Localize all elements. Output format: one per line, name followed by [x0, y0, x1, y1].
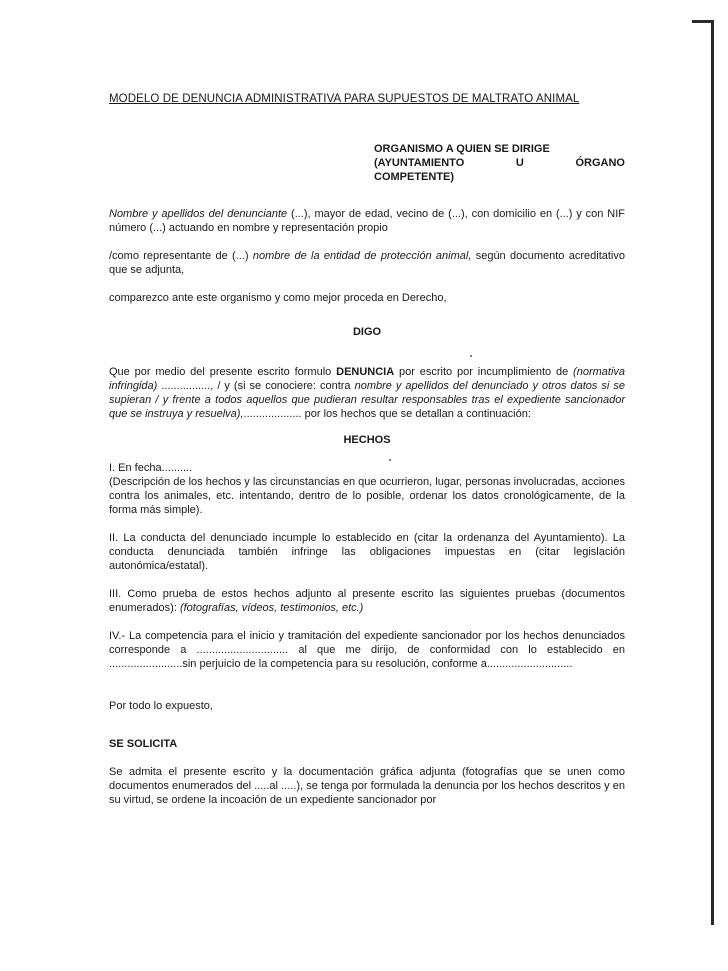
denuncia-keyword: DENUNCIA	[336, 366, 395, 378]
scan-border-corner	[692, 20, 714, 23]
solicita-paragraph: Se admita el presente escrito y la documentación gráfica adjunta (fotografías que se unen como documentos enumerados del .....al .....), se tenga por formulada la denuncia por los hechos descritos y en su virtud, se ordene la incoación de un expediente sancionador por	[109, 766, 625, 806]
hecho-4-paragraph: IV.- La competencia para el inicio y tramitación del expediente sancionador por los hechos denunciados corresponde a .............................. al que me dirijo, de conformidad con lo establecido en ........................sin perjuicio de la competencia para su resolución, conforme a............................	[109, 630, 625, 670]
digo-heading: DIGO	[352, 326, 382, 338]
representative-post: según documento acreditativo que se adjunta,	[109, 250, 625, 276]
denuncia-text-3: ................, / y (si se conociere: contra	[157, 380, 355, 392]
document-body	[109, 92, 625, 807]
denuncia-text-1: Que por medio del presente escrito formulo	[109, 366, 337, 378]
intro-name: Nombre y apellidos del denunciante	[109, 208, 288, 220]
hecho-3-text: III. Como prueba de estos hechos adjunto al presente escrito las siguientes pruebas (documentos enumerados):	[109, 588, 625, 614]
representative-paragraph	[109, 249, 625, 277]
denuncia-paragraph	[109, 365, 625, 421]
hecho-2-paragraph: II. La conducta del denunciado incumple lo establecido en (citar la ordenanza del Ayuntamiento). La conducta denunciada también infringe las obligaciones impuestas en (citar legislación autonómica/estatal).	[109, 532, 625, 572]
hecho-1-description: (Descripción de los hechos y las circunstancias en que ocurrieron, lugar, personas involucradas, acciones contra los animales, etc. intentando, dentro de lo posible, ordenar los datos cronológicamente, de la forma más simple).	[109, 476, 625, 516]
recipient-line-2: (AYUNTAMIENTO U ÓRGANO	[374, 157, 625, 169]
denuncia-text-4: ................... por los hechos que se detallan a continuación:	[243, 408, 531, 420]
hecho-1-line: I. En fecha..........	[109, 462, 193, 474]
hecho-3-evidence: (fotografías, vídeos, testimonios, etc.)	[179, 602, 364, 614]
expuesto-line: Por todo lo expuesto,	[109, 700, 213, 712]
intro-paragraph	[109, 207, 625, 235]
representative-entity: nombre de la entidad de protección animal,	[252, 250, 472, 262]
recipient-line-3: COMPETENTE)	[374, 171, 455, 183]
scan-border-line	[711, 20, 714, 925]
denuncia-denunciado: nombre y apellidos del denunciado y otros datos si se supieran / y frente a todos aquellos que pudieran resultar responsables tras el expediente sancionador que se instruya y resuelva),	[109, 380, 626, 420]
representative-pre: /como representante de (...)	[109, 250, 253, 262]
recipient-block	[374, 142, 625, 184]
denuncia-text-2: por escrito por incumplimiento de	[394, 366, 574, 378]
solicita-heading: SE SOLICITA	[109, 738, 178, 750]
hechos-heading: HECHOS	[343, 434, 391, 446]
intro-text: (...), mayor de edad, vecino de (...), con domicilio en (...) y con NIF número (...) actuando en nombre y representación propio	[109, 208, 625, 234]
recipient-line-1: ORGANISMO A QUIEN SE DIRIGE	[374, 143, 550, 155]
document-title: MODELO DE DENUNCIA ADMINISTRATIVA PARA SUPUESTOS DE MALTRATO ANIMAL	[109, 93, 580, 105]
appear-paragraph: comparezco ante este organismo y como mejor proceda en Derecho,	[109, 292, 447, 304]
hecho-3-paragraph	[109, 587, 625, 615]
denuncia-normativa: (normativa infringida)	[109, 366, 626, 392]
